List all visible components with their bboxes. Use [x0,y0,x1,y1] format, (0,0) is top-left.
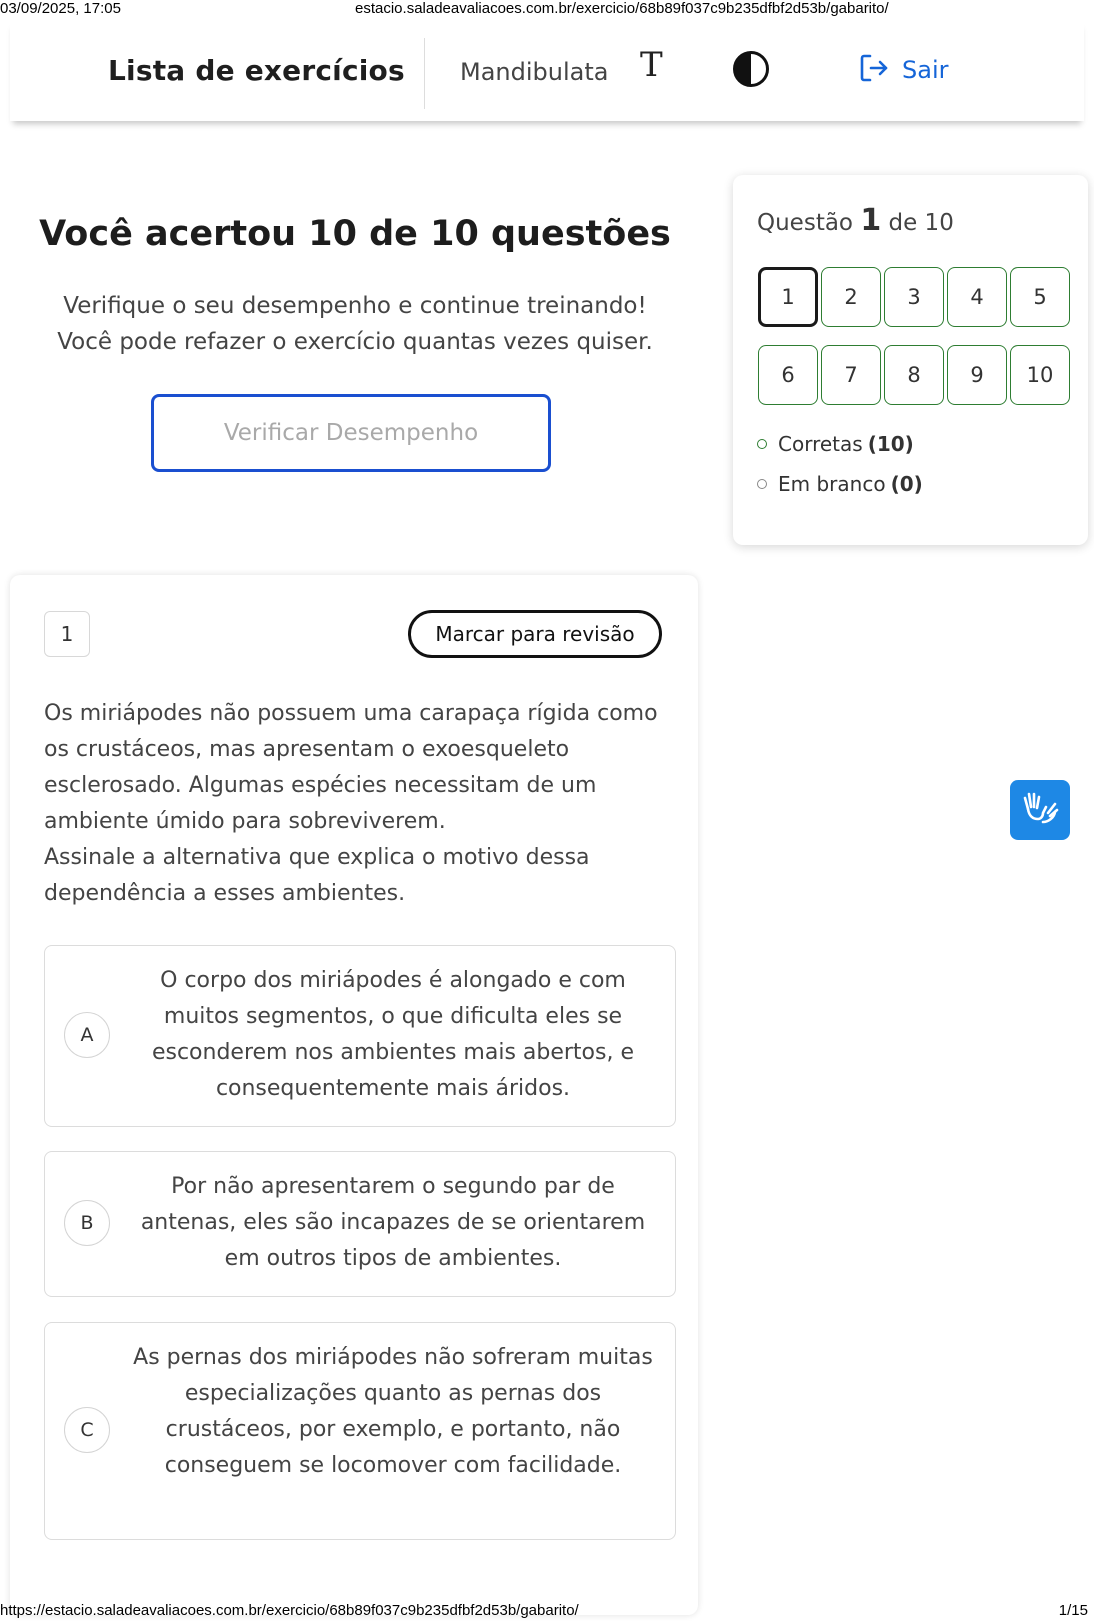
question-nav-button[interactable]: 5 [1010,267,1070,327]
question-nav-button[interactable]: 4 [947,267,1007,327]
option-text: O corpo dos miriápodes é alongado e com muitos segmentos, o que dificulta eles se esconderem nos ambientes mais abertos, e consequentemente mais áridos. [151,968,635,1101]
top-navigation-bar [10,20,1084,121]
question-nav-button[interactable]: 1 [758,267,818,327]
sign-language-icon [1021,789,1059,831]
option-letter: B [64,1200,110,1246]
answer-option-c[interactable] [44,1322,676,1540]
user-name: Mandibulata [460,58,609,86]
legend-correct [757,432,914,456]
print-datetime: 03/09/2025, 17:05 [0,0,121,17]
logout-label: Sair [902,56,949,84]
answer-option-a[interactable] [44,945,676,1127]
mark-for-review-button[interactable]: Marcar para revisão [408,610,662,658]
legend-correct-label: Corretas [778,432,863,456]
option-letter: A [64,1012,110,1058]
answer-option-b[interactable] [44,1151,676,1297]
correct-dot-icon [757,439,767,449]
question-nav-button[interactable]: 10 [1010,345,1070,405]
logout-button[interactable] [858,50,948,90]
question-nav-button[interactable]: 6 [758,345,818,405]
result-title: Você acertou 10 de 10 questões [39,214,671,254]
question-nav-button[interactable]: 3 [884,267,944,327]
question-nav-button[interactable]: 8 [884,345,944,405]
legend-correct-count: (10) [867,432,914,456]
question-counter-prefix: Questão [757,210,853,236]
question-counter-current: 1 [860,203,882,238]
print-header [0,0,1094,16]
blank-dot-icon [757,479,767,489]
app-title: Lista de exercícios [108,54,405,87]
question-nav-button[interactable]: 2 [821,267,881,327]
question-counter [757,203,954,238]
result-subtitle-line1: Verifique o seu desempenho e continue treinando! [63,293,647,319]
print-page-number: 1/15 [1058,1602,1088,1619]
question-number: 1 [44,611,90,657]
question-nav-button[interactable]: 7 [821,345,881,405]
question-instruction: Assinale a alternativa que explica o motivo dessa dependência a esses ambientes. [44,845,590,906]
question-statement [44,696,674,912]
legend-blank-label: Em branco [778,472,886,496]
legend-blank-count: (0) [890,472,923,496]
print-footer [0,1602,1094,1618]
question-nav-button[interactable]: 9 [947,345,1007,405]
option-text: Por não apresentarem o segundo par de antenas, eles são incapazes de se orientarem em outros tipos de ambientes. [140,1174,646,1271]
question-navigator-panel [733,175,1088,545]
result-subtitle-line2: Você pode refazer o exercício quantas vezes quiser. [57,329,653,355]
contrast-icon[interactable] [732,50,770,88]
question-statement-text: Os miriápodes não possuem uma carapaça rígida como os crustáceos, mas apresentam o exoesqueleto esclerosado. Algumas espécies necessitam de um ambiente úmido para sobreviverem. [44,701,658,834]
logout-icon [858,52,890,88]
question-card [10,575,698,1615]
option-letter: C [64,1407,110,1453]
result-subtitle [20,288,690,360]
verify-performance-button[interactable]: Verificar Desempenho [151,394,551,472]
print-url: estacio.saladeavaliacoes.com.br/exercicio/68b89f037c9b235dfbf2d53b/gabarito/ [355,0,889,17]
font-size-icon[interactable]: T [640,45,663,85]
header-divider [424,38,425,109]
question-counter-suffix: de 10 [888,210,954,236]
sign-language-button[interactable] [1010,780,1070,840]
print-footer-url: https://estacio.saladeavaliacoes.com.br/exercicio/68b89f037c9b235dfbf2d53b/gabarito/ [0,1602,579,1619]
option-text: As pernas dos miriápodes não sofreram muitas especializações quanto as pernas dos crustáceos, por exemplo, e portanto, não conseguem se locomover com facilidade. [133,1345,653,1478]
legend-blank [757,472,923,496]
